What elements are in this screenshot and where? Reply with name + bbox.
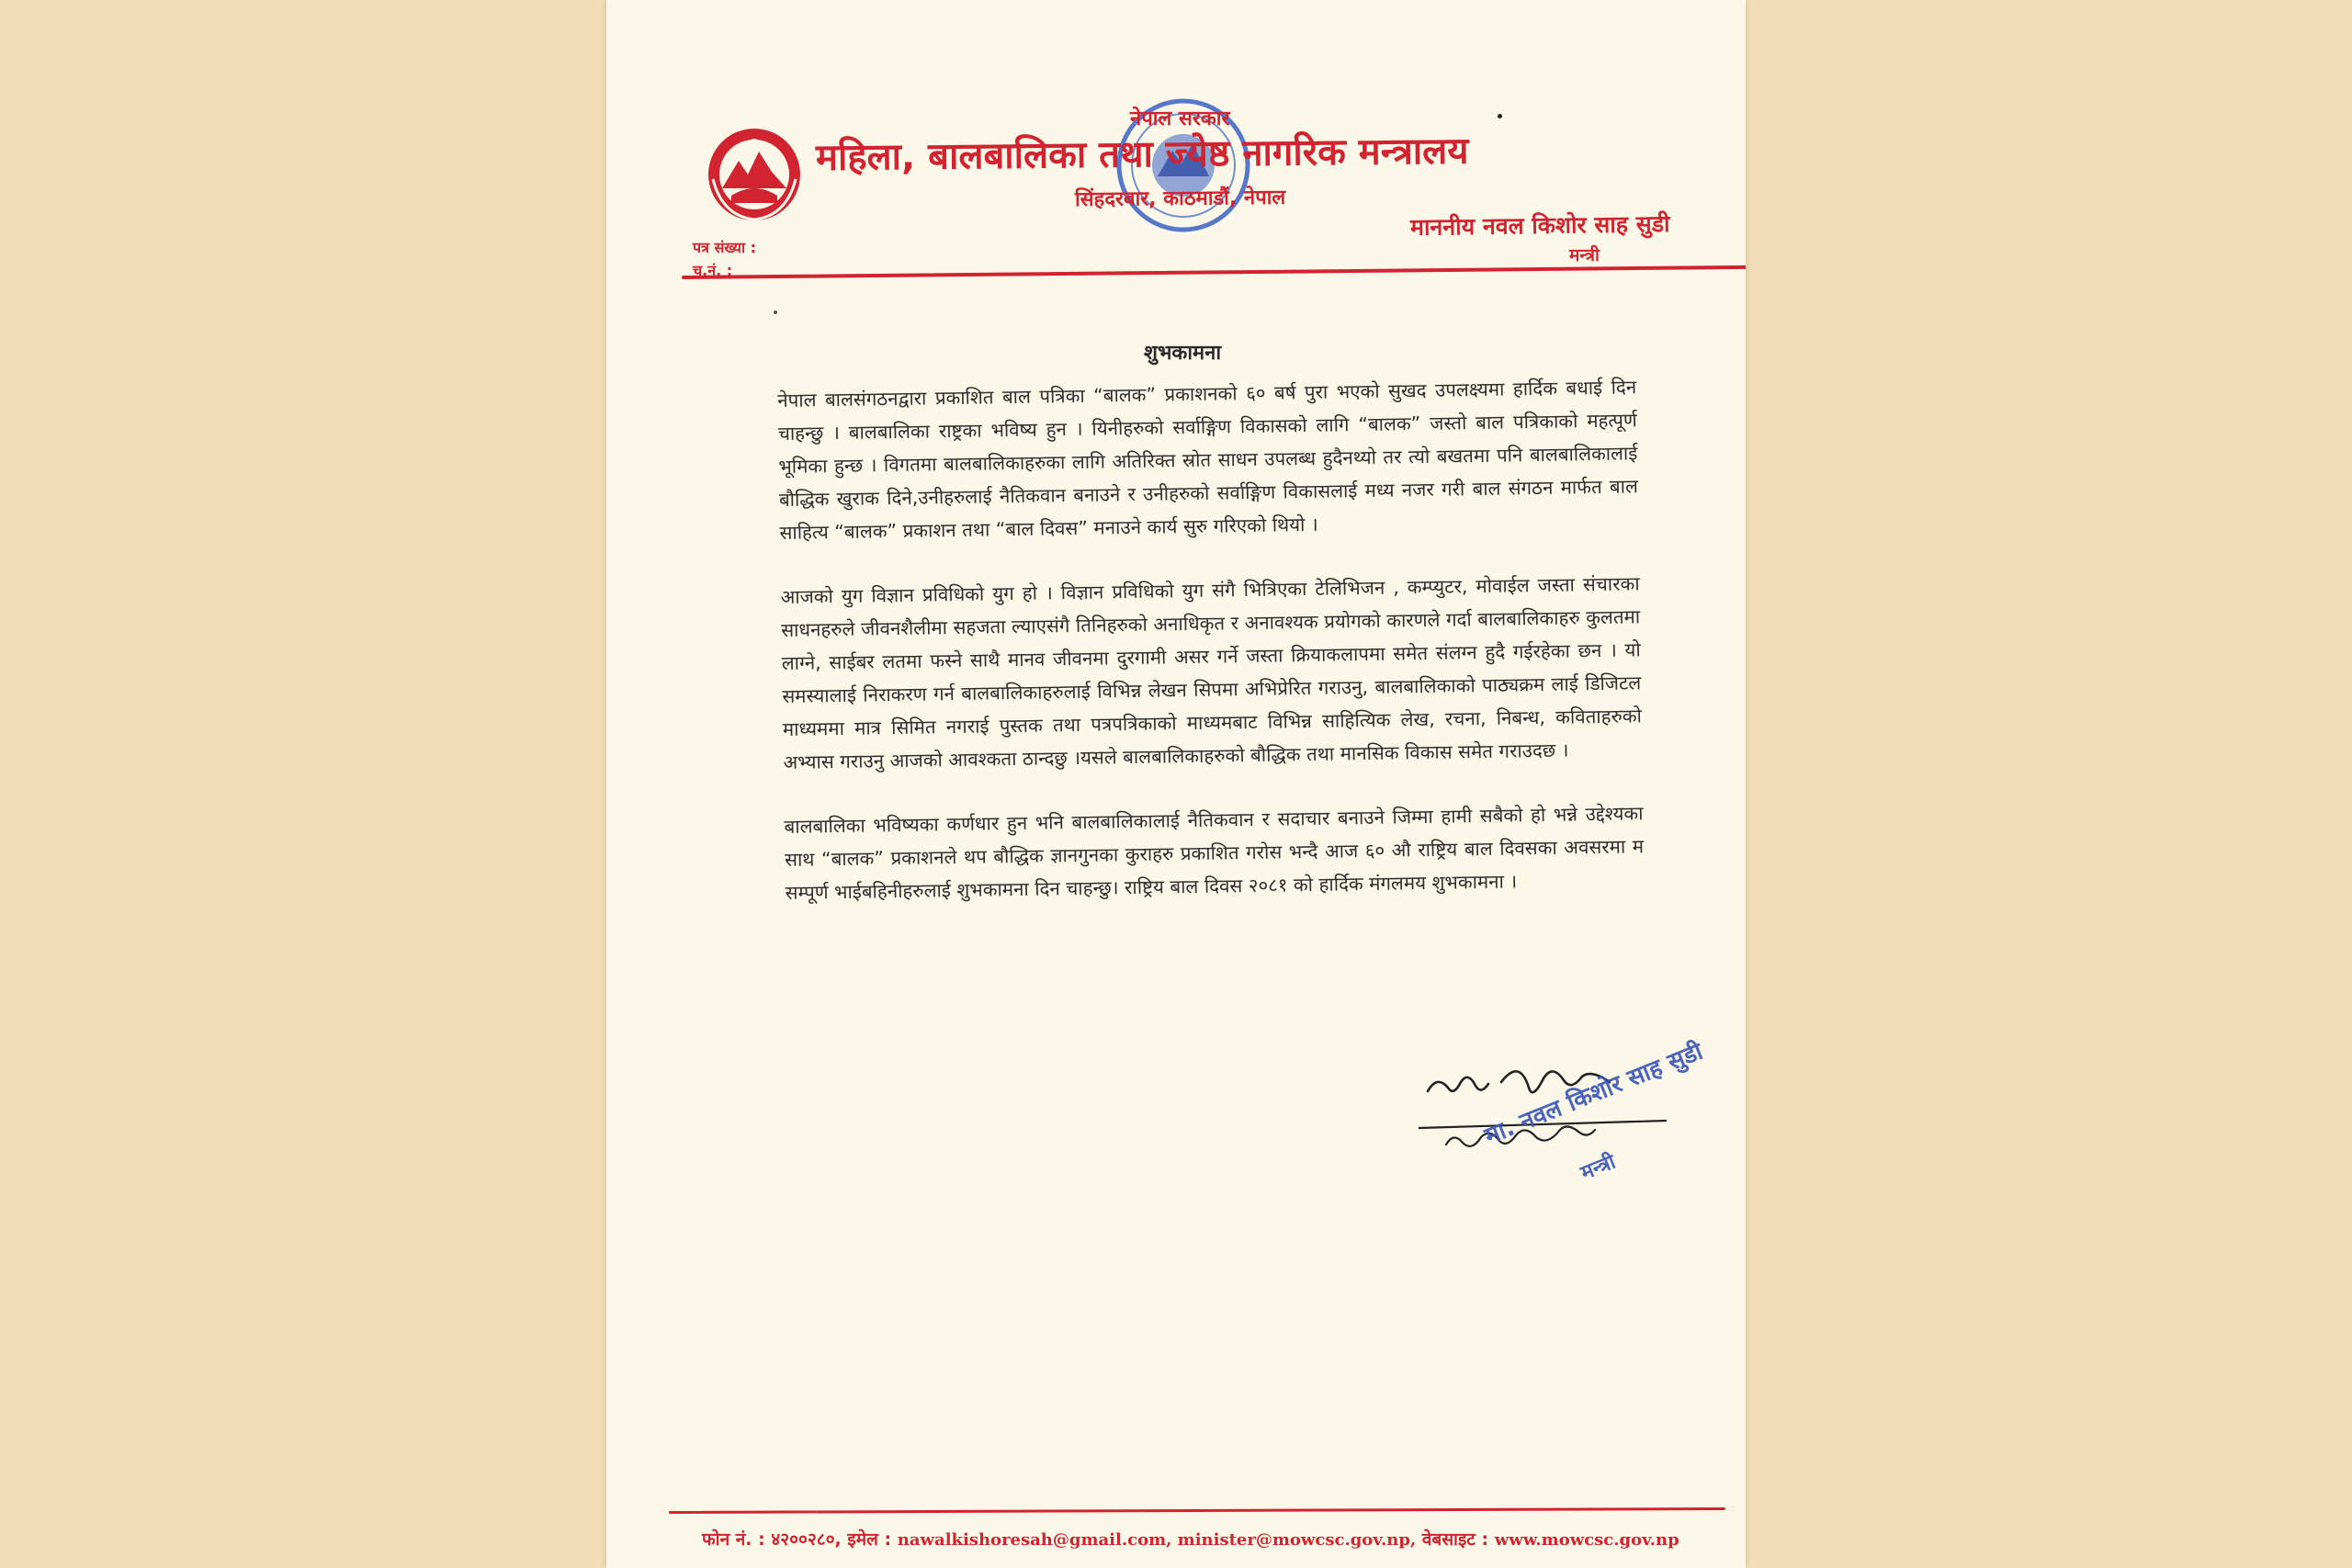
paragraph-1: नेपाल बालसंगठनद्वारा प्रकाशित बाल पत्रिका “बालक” प्रकाशनको ६० बर्ष पुरा भएको सुखद उपलक्ष्यमा हार्दिक बधाई दिन चाहन्छु । बालबालिका राष्ट्रका भविष्य हुन । यिनीहरुको सर्वाङ्गिण विकासको लागि “बालक” जस्तो बाल पत्रिकाको महत्पूर्ण भूमिका हुन्छ । विगतमा बालबालिकाहरुका लागि अतिरिक्त स्रोत साधन उपलब्ध हुदैनथ्यो तर त्यो बखतमा पनि बालबालिकालाई बौद्धिक खुराक दिने,उनीहरुलाई नैतिकवान बनाउने र उनीहरुको सर्वाङ्गिण विकासलाई मध्य नजर गरी बाल संगठन मार्फत बाल साहित्य “बालक” प्रकाशन तथा “बाल दिवस” मनाउने कार्य सुरु गरिएको थियो । <box>777 376 1639 544</box>
email-addresses: nawalkishoresah@gmail.com, minister@mowcsc.gov.np, <box>897 1530 1417 1550</box>
minister-title: मन्त्री <box>1569 245 1600 265</box>
header-divider <box>682 265 1746 279</box>
nepal-emblem-icon <box>704 124 805 225</box>
ministry-title: महिला, बालबालिका तथा ज्येष्ठ नागरिक मन्त्रालय <box>815 130 1469 179</box>
minister-name: माननीय नवल किशोर साह सुडी <box>1409 210 1670 241</box>
website-label: वेबसाइट : <box>1421 1529 1489 1550</box>
footer-divider <box>669 1507 1725 1514</box>
handwritten-signature <box>1419 1064 1713 1201</box>
phone-number: ४२००२८०, <box>771 1529 842 1550</box>
paragraph-3: बालबालिका भविष्यका कर्णधार हुन भनि बालबालिकालाई नैतिकवान र सदाचार बनाउने जिम्मा हामी सबैको हो भन्ने उद्देश्यका साथ “बालक” प्रकाशनले थप बौद्धिक ज्ञानगुनका कुराहरु प्रकाशित गरोस भन्दै आज ६० औ राष्ट्रिय बाल दिवसका अवसरमा म सम्पूर्ण भाईबहिनीहरुलाई शुभकामना दिन चाहन्छु। राष्ट्रिय बाल दिवस २०८१ को हार्दिक मंगलमय शुभकामना । <box>784 802 1645 904</box>
phone-label: फोन नं. : <box>702 1529 765 1550</box>
paper-speck <box>774 310 777 314</box>
dispatch-number-label: च.नं. : <box>693 262 733 279</box>
paper-speck <box>1498 114 1502 118</box>
letter-title: शुभकामना <box>1144 342 1222 365</box>
website-url: www.mowcsc.gov.np <box>1494 1530 1679 1550</box>
letter-page <box>606 0 1746 1568</box>
email-label: इमेल : <box>847 1529 892 1550</box>
signature-stamp-title: मन्त्री <box>1577 1150 1620 1186</box>
paragraph-2: आजको युग विज्ञान प्रविधिको युग हो । विज्ञान प्रविधिको युग संगै भित्रिएका टेलिभिजन , कम्प्युटर, मोवाईल जस्ता संचारका साधनहरुले जीवनशैलीमा सहजता ल्याएसंगै तिनिहरुको अनाधिकृत र अनावश्यक प्रयोगको कारणले गर्दा बालबालिकाहरु कुलतमा लाग्ने, साईबर लतमा फस्ने साथै मानव जीवनमा दुरगामी असर गर्ने जस्ता क्रियाकलापमा समेत संलग्न हुदै गईरहेका छन । यो समस्यालाई निराकरण गर्न बालबालिकाहरुलाई विभिन्न लेखन सिपमा अभिप्रेरित गराउनु, बालबालिकाको पाठ्यक्रम लाई डिजिटल माध्यममा मात्र सिमित नगराई पुस्तक तथा पत्रपत्रिकाको माध्यमबाट विभिन्न साहित्यिक लेख, रचना, निबन्ध, कविताहरुको अभ्यास गराउनु आजको आवश्कता ठान्दछु ।यसले बालबालिकाहरुको बौद्धिक तथा मानसिक विकास समेत गराउदछ । <box>780 572 1642 773</box>
signature-stamp-name: मा. नवल किशोर साह सुडी <box>1480 1037 1707 1151</box>
government-label: नेपाल सरकार <box>1130 107 1230 130</box>
reference-number-label: पत्र संख्या : <box>693 239 757 256</box>
letter-body <box>777 370 1645 941</box>
footer-contact <box>702 1527 1679 1551</box>
ministry-address: सिंहदरबार, काठमाडौं, नेपाल <box>1074 186 1286 212</box>
